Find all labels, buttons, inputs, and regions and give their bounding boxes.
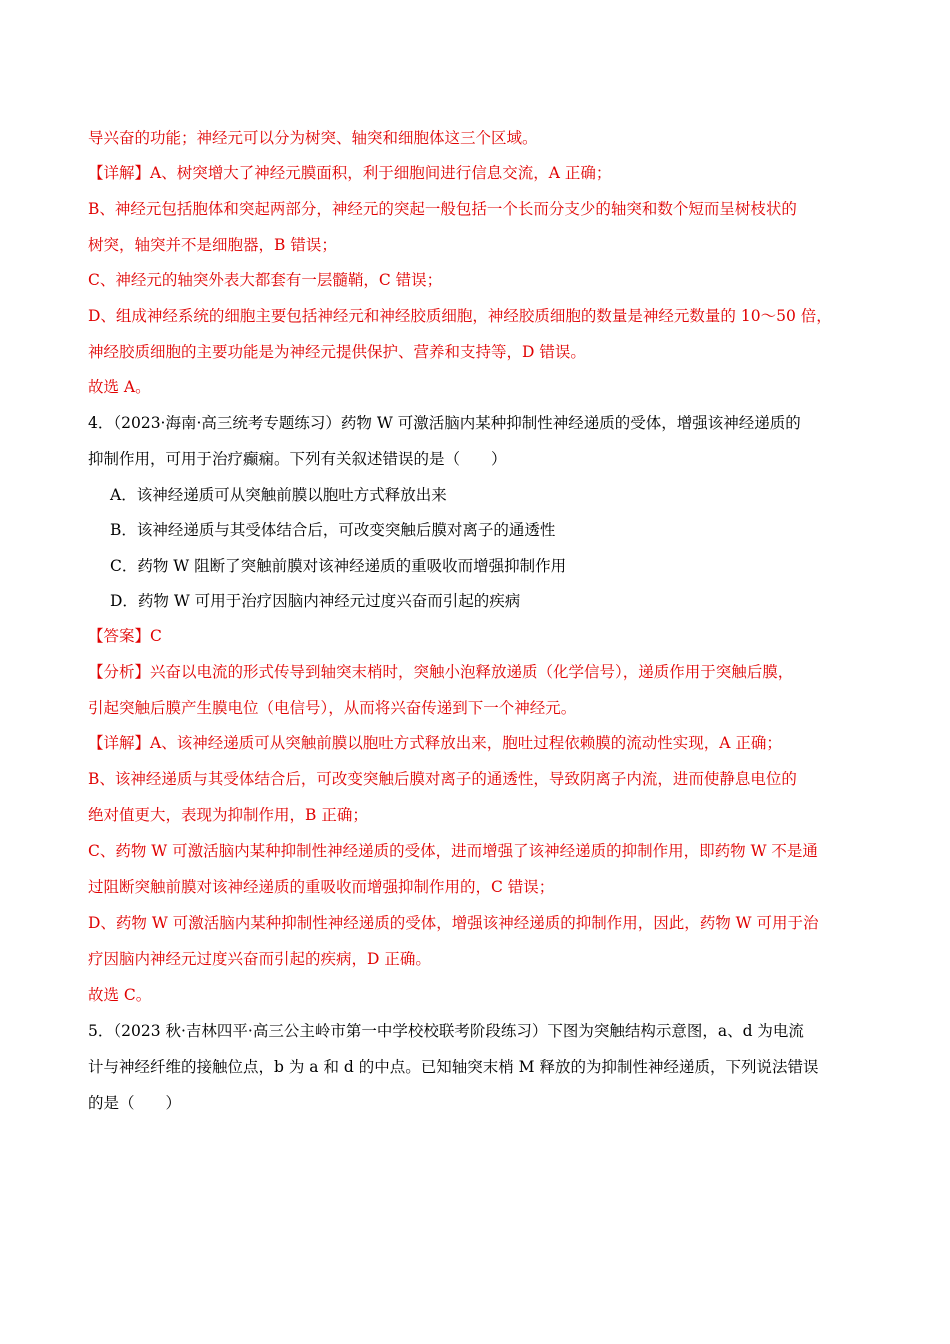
question-4-detail-b: B、该神经递质与其受体结合后，可改变突触后膜对离子的通透性，导致阴离子内流，进而使静息电位的 <box>88 770 797 788</box>
line-q3-analysis-end: 导兴奋的功能；神经元可以分为树突、轴突和细胞体这三个区域。 <box>88 129 538 147</box>
question-4-option-c: C．药物 W 阻断了突触前膜对该神经递质的重吸收而增强抑制作用 <box>110 557 567 575</box>
question-4-detail-b-cont: 绝对值更大，表现为抑制作用，B 正确； <box>88 806 368 824</box>
line-q3-detail-d: D、组成神经系统的细胞主要包括神经元和神经胶质细胞，神经胶质细胞的数量是神经元数量的 10～50 倍， <box>88 307 832 325</box>
question-4-option-a: A．该神经递质可从突触前膜以胞吐方式释放出来 <box>110 486 447 504</box>
line-q3-detail-d-cont: 神经胶质细胞的主要功能是为神经元提供保护、营养和支持等，D 错误。 <box>88 343 586 361</box>
question-4-analysis-cont: 引起突触后膜产生膜电位（电信号），从而将兴奋传递到下一个神经元。 <box>88 699 577 717</box>
line-q3-choice: 故选 A。 <box>88 378 151 396</box>
question-5-stem: 5．（2023 秋·吉林四平·高三公主岭市第一中学校校联考阶段练习）下图为突触结构示意图，a、d 为电流 <box>88 1022 804 1040</box>
question-4-choice: 故选 C。 <box>88 986 152 1004</box>
question-4-detail-c: C、药物 W 可激活脑内某种抑制性神经递质的受体，进而增强了该神经递质的抑制作用，即药物 W 不是通 <box>88 842 818 860</box>
question-4-detail-d-cont: 疗因脑内神经元过度兴奋而引起的疾病，D 正确。 <box>88 950 431 968</box>
question-4-detail-d: D、药物 W 可激活脑内某种抑制性神经递质的受体，增强该神经递质的抑制作用，因此，药物 W 可用于治 <box>88 914 819 932</box>
question-4-option-b: B．该神经递质与其受体结合后，可改变突触后膜对离子的通透性 <box>110 521 556 539</box>
line-q3-detail-c: C、神经元的轴突外表大都套有一层髓鞘，C 错误； <box>88 271 443 289</box>
question-4-detail-c-cont: 过阻断突触前膜对该神经递质的重吸收而增强抑制作用的，C 错误； <box>88 878 555 896</box>
question-4-stem-cont: 抑制作用，可用于治疗癫痫。下列有关叙述错误的是（ ） <box>88 450 507 468</box>
question-4-analysis: 【分析】兴奋以电流的形式传导到轴突末梢时，突触小泡释放递质（化学信号），递质作用于突触后膜， <box>88 663 794 681</box>
question-4-option-d: D．药物 W 可用于治疗因脑内神经元过度兴奋而引起的疾病 <box>110 592 521 610</box>
question-4-answer: 【答案】C <box>88 627 162 645</box>
question-5-stem-end: 的是（ ） <box>88 1094 182 1112</box>
line-q3-detail-b-cont: 树突，轴突并不是细胞器，B 错误； <box>88 236 337 254</box>
question-5-stem-cont: 计与神经纤维的接触位点，b 为 a 和 d 的中点。已知轴突末梢 M 释放的为抑制性神经递质，下列说法错误 <box>88 1058 819 1076</box>
question-4-stem: 4．（2023·海南·高三统考专题练习）药物 W 可激活脑内某种抑制性神经递质的受体，增强该神经递质的 <box>88 414 801 432</box>
line-q3-detail-a: 【详解】A、树突增大了神经元膜面积，利于细胞间进行信息交流，A 正确； <box>88 164 612 182</box>
question-4-detail-a: 【详解】A、该神经递质可从突触前膜以胞吐方式释放出来，胞吐过程依赖膜的流动性实现，A 正确； <box>88 734 782 752</box>
line-q3-detail-b: B、神经元包括胞体和突起两部分，神经元的突起一般包括一个长而分支少的轴突和数个短而呈树枝状的 <box>88 200 797 218</box>
